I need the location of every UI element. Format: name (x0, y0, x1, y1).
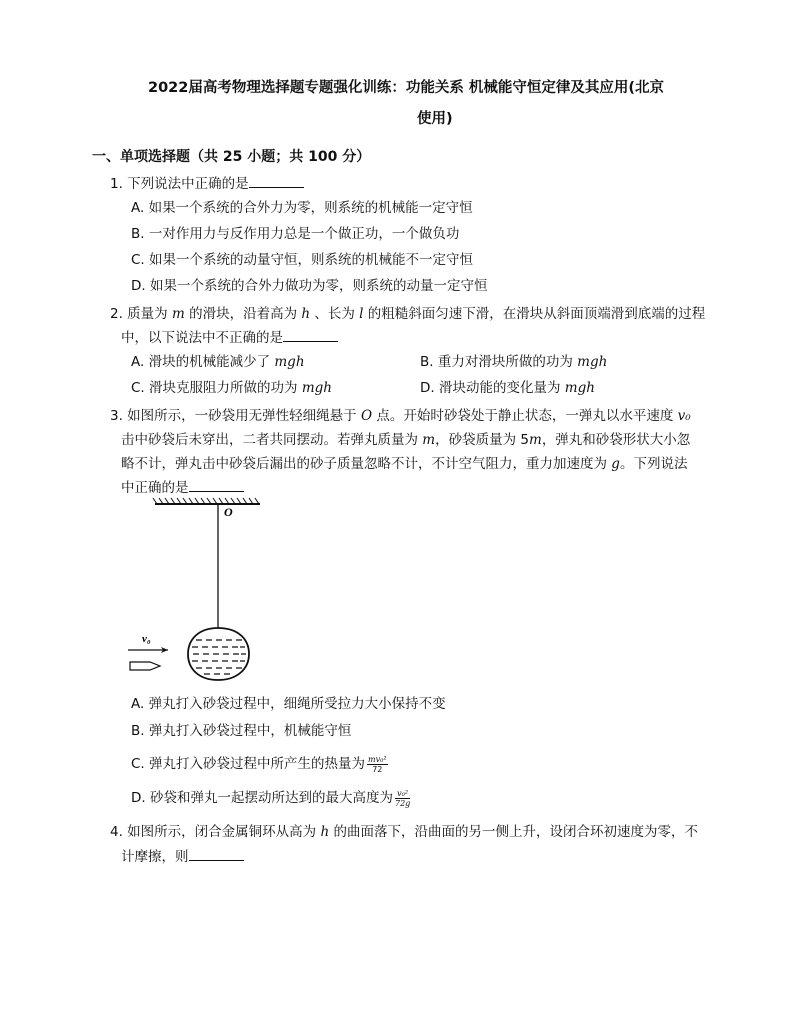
answer-blank (249, 175, 304, 188)
section-header: 一、单项选择题（共 25 小题；共 100 分） (92, 149, 371, 165)
var-h: h (320, 824, 330, 840)
var-mgh: mgh (301, 380, 332, 396)
q3-text: 击中砂袋后未穿出，二者共同摆动。若弹丸质量为 (121, 432, 423, 448)
q3-text: ，弹丸和砂袋形状大小忽 (541, 432, 691, 448)
q2-text: 中，以下说法中不正确的是 (121, 330, 283, 346)
var-l: l (359, 306, 364, 322)
q2-option-c (131, 376, 332, 396)
answer-blank (283, 329, 338, 342)
fig-label-v0: v₀ (142, 633, 151, 645)
q4-text: 计摩擦，则 (121, 849, 189, 865)
fraction-denominator: 72g (394, 798, 411, 808)
q2-option-d-text: D. 滑块动能的变化量为 (420, 380, 565, 396)
var-mgh: mgh (274, 354, 305, 370)
q3-stem-line4 (121, 476, 244, 496)
q3-text: ，砂袋质量为 5 (435, 432, 529, 448)
q2-option-a-text: A. 滑块的机械能减少了 (131, 354, 275, 370)
q3-option-d (131, 786, 410, 808)
q3-option-c-text: C. 弹丸打入砂袋过程中所产生的热量为 (131, 756, 366, 772)
fraction-numerator: v₀² (395, 789, 410, 799)
var-h: h (301, 306, 311, 322)
q3-stem-line1 (110, 404, 691, 424)
q1-option-b: B. 一对作用力与反作用力总是一个做正功，一个做负功 (131, 226, 460, 242)
fraction (395, 789, 410, 808)
q1-option-a: A. 如果一个系统的合外力为零，则系统的机械能一定守恒 (131, 200, 473, 216)
q2-option-b-text: B. 重力对滑块所做的功为 (420, 354, 578, 370)
q3-text: 点。开始时砂袋处于静止状态，一弹丸以水平速度 (372, 408, 678, 424)
q2-option-d (420, 376, 595, 396)
bullet-icon (130, 662, 160, 670)
q4-stem-line1 (110, 820, 698, 840)
q2-option-a (131, 350, 305, 370)
answer-blank (189, 848, 244, 861)
fig-label-O: O (224, 505, 233, 519)
doc-title-line1: 2022届高考物理选择题专题强化训练：功能关系 机械能守恒定律及其应用(北京 (148, 80, 665, 96)
q2-option-b (420, 350, 607, 370)
var-mgh: mgh (564, 380, 595, 396)
q2-text: 2. 质量为 (110, 306, 172, 322)
var-O: O (360, 408, 373, 424)
q2-stem-line1 (110, 302, 705, 322)
q1-option-c: C. 如果一个系统的动量守恒，则系统的机械能不一定守恒 (131, 252, 474, 268)
q3-stem-line2 (121, 428, 690, 448)
q3-text: 略不计，弹丸击中砂袋后漏出的砂子质量忽略不计，不计空气阻力，重力加速度为 (121, 456, 612, 472)
q3-text: 中正确的是 (121, 480, 189, 496)
q2-text: 、长为 (310, 306, 360, 322)
q1-option-d: D. 如果一个系统的合外力做功为零，则系统的动量一定守恒 (131, 278, 488, 294)
q1-stem (110, 172, 304, 192)
ceiling-hatch (153, 498, 260, 504)
q2-text: 的滑块，沿着高为 (184, 306, 302, 322)
q2-text: 的粗糙斜面匀速下滑，在滑块从斜面顶端滑到底端的过程 (363, 306, 706, 322)
q2-option-c-text: C. 滑块克服阻力所做的功为 (131, 380, 302, 396)
var-v0: v₀ (677, 408, 691, 424)
q4-text: 4. 如图所示，闭合金属铜环从高为 (110, 824, 321, 840)
q3-text: 3. 如图所示，一砂袋用无弹性轻细绳悬于 (110, 408, 361, 424)
answer-blank (189, 479, 244, 492)
q3-option-c (131, 752, 388, 774)
q3-text: 。下列说法 (619, 456, 688, 472)
q4-text: 的曲面落下，沿曲面的另一侧上升，设闭合环初速度为零，不 (329, 824, 698, 840)
q3-option-a: A. 弹丸打入砂袋过程中，细绳所受拉力大小保持不变 (131, 696, 446, 712)
q3-option-b: B. 弹丸打入砂袋过程中，机械能守恒 (131, 723, 352, 739)
q3-stem-line3 (121, 452, 687, 472)
sandbag (188, 628, 249, 680)
fraction-denominator: 72 (372, 764, 383, 774)
q3-option-d-text: D. 砂袋和弹丸一起摆动所达到的最大高度为 (131, 790, 393, 806)
var-g: g (611, 456, 620, 472)
var-m: m (422, 432, 436, 448)
doc-title-line2: 使用) (417, 111, 453, 127)
var-m: m (171, 306, 185, 322)
q1-stem-text: 1. 下列说法中正确的是 (110, 176, 249, 192)
fraction-numerator: mv₀² (368, 754, 387, 764)
q2-stem-line2 (121, 326, 338, 346)
var-m: m (529, 432, 542, 448)
fraction (367, 755, 388, 774)
var-mgh: mgh (577, 354, 608, 370)
pendulum-figure (120, 494, 270, 684)
q4-stem-line2 (121, 845, 244, 865)
